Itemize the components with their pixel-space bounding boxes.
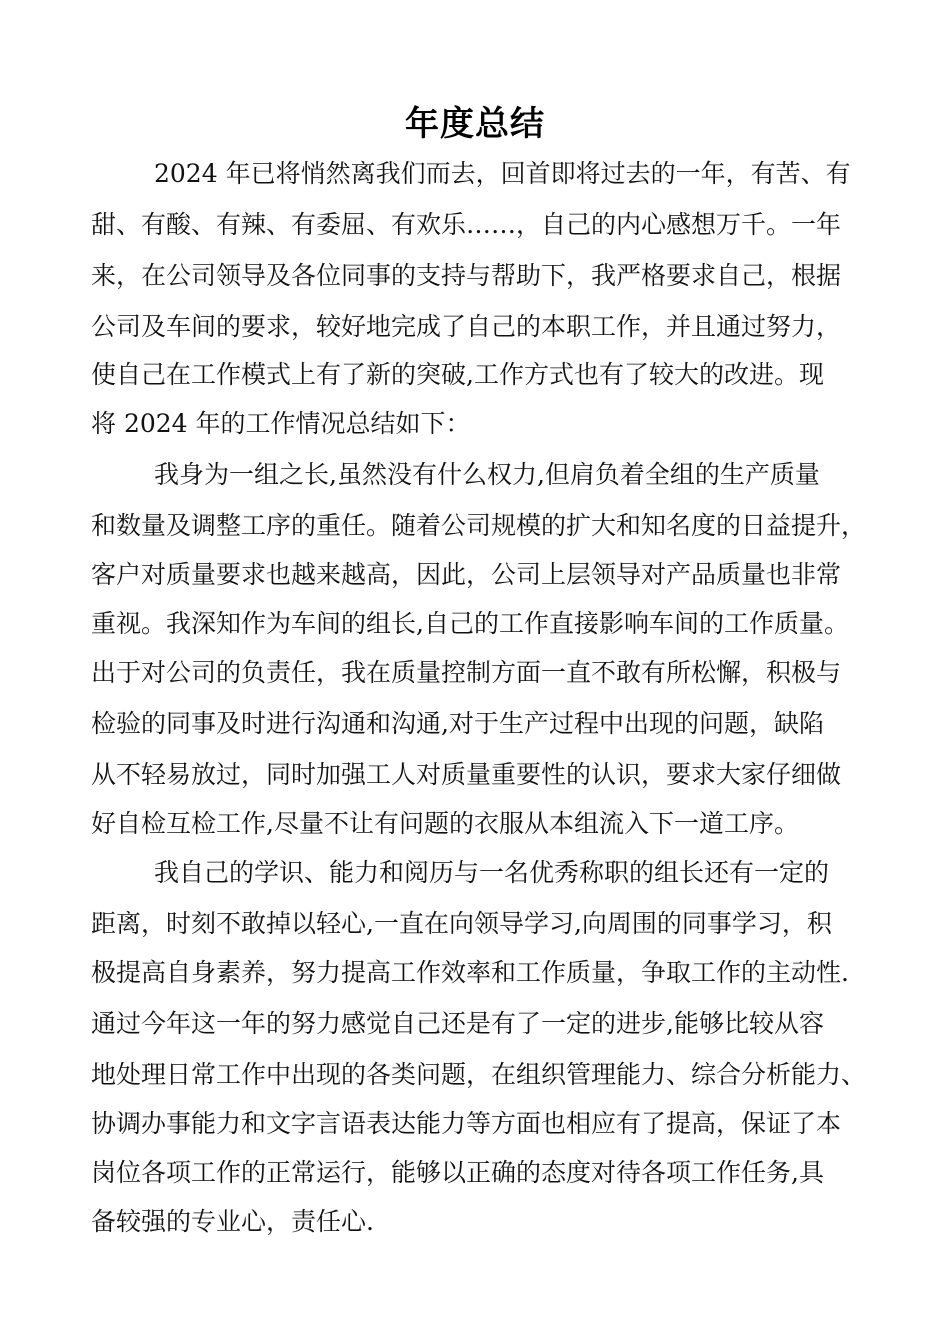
paragraph-2-line-8: 好自检互检工作,尽量不让有问题的衣服从本组流入下一道工序。 bbox=[91, 809, 799, 838]
paragraph-2-line-3: 客户对质量要求也越来越高，因此，公司上层领导对产品质量也非常 bbox=[91, 560, 842, 589]
paragraph-3-line-3: 极提高自身素养，努力提高工作效率和工作质量，争取工作的主动性. bbox=[91, 958, 849, 987]
paragraph-2-line-7: 从不轻易放过，同时加强工人对质量重要性的认识，要求大家仔细做 bbox=[91, 760, 842, 789]
paragraph-3-line-2: 距离，时刻不敢掉以轻心,一直在向领导学习,向周围的同事学习，积 bbox=[91, 909, 832, 938]
document-title: 年度总结 bbox=[405, 104, 545, 144]
paragraph-2-line-4: 重视。我深知作为车间的组长,自己的工作直接影响车间的工作质量。 bbox=[91, 609, 849, 638]
paragraph-3-line-8: 备较强的专业心，责任心. bbox=[91, 1207, 374, 1236]
paragraph-1-line-4: 公司及车间的要求，较好地完成了自己的本职工作，并且通过努力， bbox=[91, 312, 842, 341]
paragraph-1-line-5: 使自己在工作模式上有了新的突破,工作方式也有了较大的改进。现 bbox=[91, 360, 824, 389]
paragraph-1-line-2: 甜、有酸、有辣、有委屈、有欢乐……，自己的内心感想万千。一年 bbox=[91, 210, 842, 239]
paragraph-3-line-1: 我自己的学识、能力和阅历与一名优秀称职的组长还有一定的 bbox=[154, 858, 830, 887]
paragraph-3-line-5: 地处理日常工作中出现的各类问题，在组织管理能力、综合分析能力、 bbox=[91, 1060, 867, 1089]
paragraph-1-line-3: 来，在公司领导及各位同事的支持与帮助下，我严格要求自己，根据 bbox=[91, 261, 842, 290]
paragraph-2-line-6: 检验的同事及时进行沟通和沟通,对于生产过程中出现的问题，缺陷 bbox=[91, 709, 824, 738]
paragraph-2-line-2: 和数量及调整工序的重任。随着公司规模的扩大和知名度的日益提升， bbox=[91, 511, 867, 540]
paragraph-3-line-7: 岗位各项工作的正常运行，能够以正确的态度对待各项工作任务,具 bbox=[91, 1158, 824, 1187]
paragraph-2-line-5: 出于对公司的负责任，我在质量控制方面一直不敢有所松懈，积极与 bbox=[91, 658, 842, 687]
paragraph-1-line-1: 2024 年已将悄然离我们而去，回首即将过去的一年，有苦、有 bbox=[154, 159, 851, 188]
paragraph-3-line-4: 通过今年这一年的努力感觉自己还是有了一定的进步,能够比较从容 bbox=[91, 1009, 824, 1038]
paragraph-2-line-1: 我身为一组之长,虽然没有什么权力,但肩负着全组的生产质量 bbox=[154, 460, 820, 489]
paragraph-3-line-6: 协调办事能力和文字言语表达能力等方面也相应有了提高，保证了本 bbox=[91, 1109, 842, 1138]
paragraph-1-line-6: 将 2024 年的工作情况总结如下： bbox=[91, 409, 471, 438]
